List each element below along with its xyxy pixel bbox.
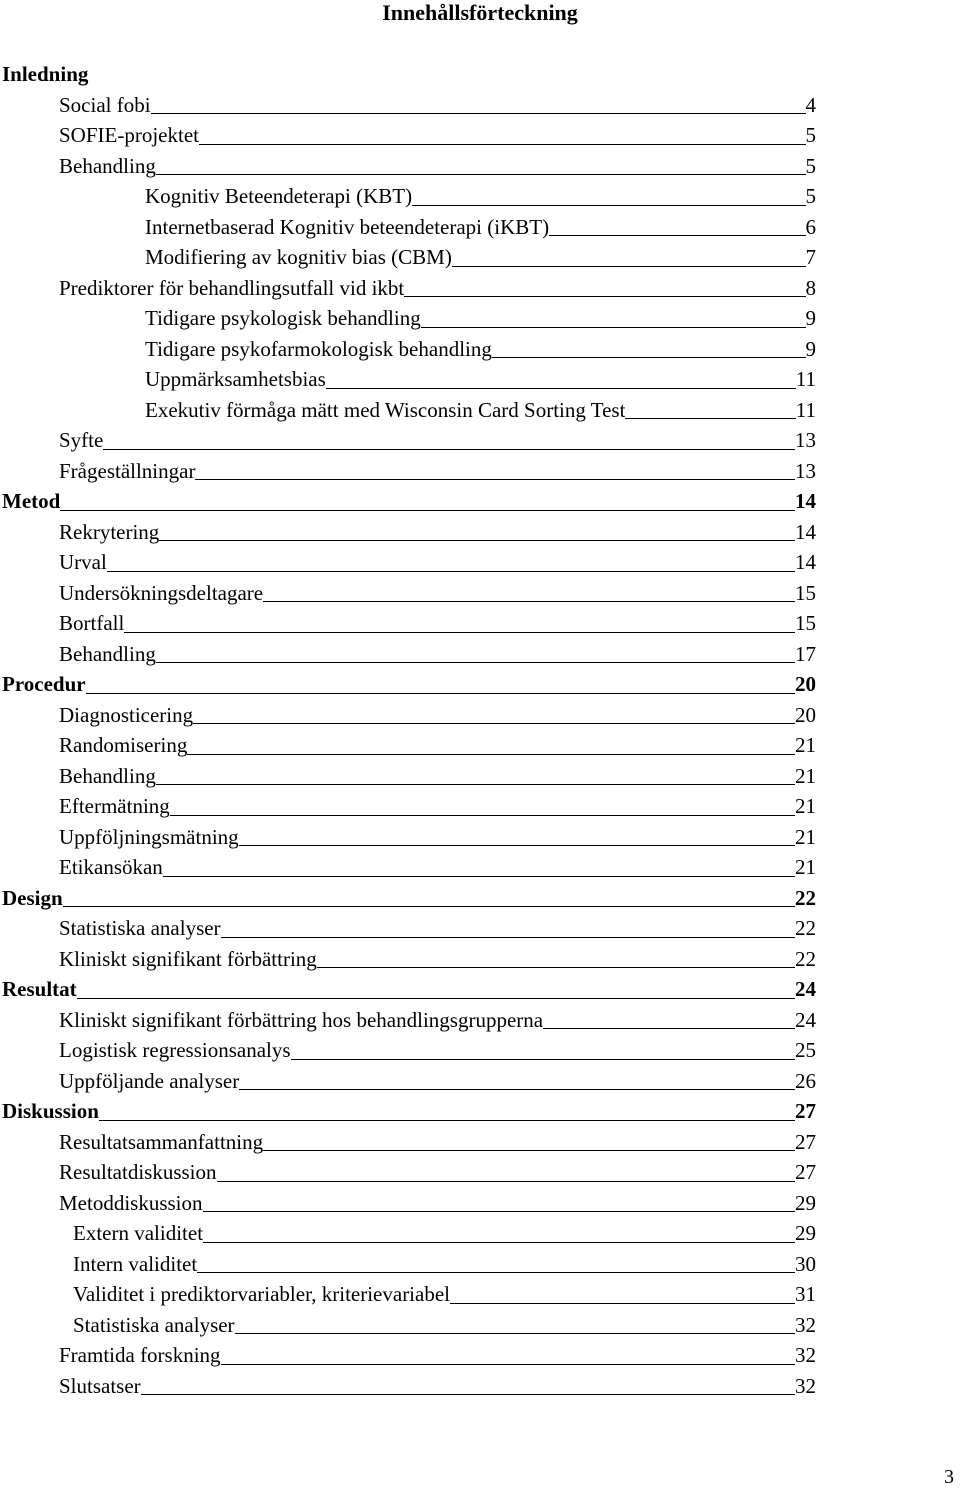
toc-entry-label: Uppföljande analyser <box>59 1066 239 1097</box>
toc-entry-label: Design <box>2 883 63 914</box>
toc-entry-page: 21 <box>795 794 816 818</box>
toc-leader-line <box>317 967 795 968</box>
toc-entry[interactable] <box>0 944 960 975</box>
toc-leader-line <box>412 205 805 206</box>
toc-leader-line <box>195 479 795 480</box>
toc-leader-line <box>203 1242 795 1243</box>
toc-leader-line <box>124 632 795 633</box>
toc-leader-line <box>404 296 805 297</box>
toc-leader-line <box>159 540 795 541</box>
toc-entry[interactable] <box>0 852 960 883</box>
toc-entry[interactable] <box>0 669 960 700</box>
toc-entry-label: Randomisering <box>59 730 187 761</box>
toc-entry-page: 5 <box>805 123 816 147</box>
toc-entry-label: Kliniskt signifikant förbättring <box>59 944 317 975</box>
toc-entry-page: 22 <box>795 916 816 940</box>
toc-entry[interactable] <box>0 578 960 609</box>
toc-entry-page: 27 <box>795 1160 816 1184</box>
toc-leader-line <box>492 357 806 358</box>
toc-entry-label: Slutsatser <box>59 1371 141 1402</box>
toc-entry-page: 20 <box>795 672 816 696</box>
toc-entry-label: Statistiska analyser <box>59 913 221 944</box>
toc-entry[interactable] <box>0 517 960 548</box>
toc-leader-line <box>421 327 806 328</box>
toc-entry-page: 24 <box>795 1007 816 1032</box>
toc-entry-label: Resultatsammanfattning <box>59 1127 263 1158</box>
toc-entry-page: 17 <box>795 641 816 666</box>
toc-entry-label: Social fobi <box>59 90 151 121</box>
toc-entry-page: 32 <box>795 1312 816 1337</box>
toc-entry[interactable] <box>0 1127 960 1158</box>
toc-entry-page: 24 <box>795 977 816 1001</box>
toc-entry-label: Undersökningsdeltagare <box>59 578 263 609</box>
toc-entry[interactable] <box>0 1066 960 1097</box>
toc-entry[interactable] <box>0 90 960 121</box>
toc-entry-page: 22 <box>795 946 816 971</box>
toc-entry[interactable] <box>0 1035 960 1066</box>
toc-entry-label: Kognitiv Beteendeterapi (KBT) <box>145 181 412 212</box>
toc-leader-line <box>239 1089 795 1090</box>
toc-entry[interactable] <box>0 1279 960 1310</box>
toc-leader-line <box>63 906 795 907</box>
toc-entry[interactable] <box>0 1371 960 1402</box>
toc-entry-page: 21 <box>795 824 816 849</box>
toc-entry-page: 4 <box>805 92 816 117</box>
toc-entry-page: 11 <box>795 397 816 422</box>
toc-leader-line <box>203 1211 795 1212</box>
toc-entry-page: 11 <box>795 367 816 391</box>
toc-entry-page: 20 <box>795 702 816 727</box>
toc-leader-line <box>141 1394 795 1395</box>
toc-entry[interactable] <box>0 1340 960 1371</box>
toc-entry-label: Intern validitet <box>73 1249 197 1280</box>
toc-entry-page: 14 <box>795 489 816 513</box>
toc-entry-label: Bortfall <box>59 608 124 639</box>
toc-entry-label: Procedur <box>2 669 86 700</box>
toc-entry-label: Metod <box>2 486 60 517</box>
toc-entry-label: Statistiska analyser <box>73 1310 235 1341</box>
toc-entry-label: Resultatdiskussion <box>59 1157 217 1188</box>
toc-entry-page: 27 <box>795 1099 816 1123</box>
toc-entry[interactable] <box>0 486 960 517</box>
toc-entry-label: Inledning <box>2 59 88 90</box>
toc-entry-label: Etikansökan <box>59 852 163 883</box>
toc-entry[interactable] <box>0 425 960 456</box>
toc-entry-page: 8 <box>805 275 816 300</box>
toc-entry[interactable] <box>0 181 960 212</box>
toc-leader-line <box>60 510 795 511</box>
toc-entry-page: 25 <box>795 1038 816 1062</box>
toc-entry-label: Rekrytering <box>59 517 159 548</box>
toc-entry-label: Tidigare psykofarmokologisk behandling <box>145 334 492 365</box>
toc-entry[interactable] <box>0 761 960 792</box>
toc-entry[interactable] <box>0 59 960 90</box>
toc-entry-label: Logistisk regressionsanalys <box>59 1035 291 1066</box>
toc-entry-page: 6 <box>805 214 816 239</box>
toc-entry[interactable] <box>0 1188 960 1219</box>
toc-entry-label: Internetbaserad Kognitiv beteendeterapi (iKBT) <box>145 212 549 243</box>
toc-entry[interactable] <box>0 273 960 304</box>
toc-leader-line <box>221 937 795 938</box>
toc-entry-label: Syfte <box>59 425 103 456</box>
toc-entry-page: 21 <box>795 763 816 788</box>
toc-entry[interactable] <box>0 1218 960 1249</box>
toc-leader-line <box>263 1150 795 1151</box>
toc-entry-page: 29 <box>795 1190 816 1215</box>
toc-entry-label: Uppmärksamhetsbias <box>145 364 326 395</box>
toc-entry-page: 5 <box>805 184 816 208</box>
toc-leader-line <box>450 1303 795 1304</box>
toc-leader-line <box>221 1364 795 1365</box>
toc-entry[interactable] <box>0 456 960 487</box>
toc-leader-line <box>77 998 795 999</box>
toc-entry-label: Urval <box>59 547 107 578</box>
toc-leader-line <box>197 1272 795 1273</box>
toc-entry[interactable] <box>0 1096 960 1127</box>
toc-entry-label: Kliniskt signifikant förbättring hos behandlingsgrupperna <box>59 1005 543 1036</box>
toc-entry[interactable] <box>0 151 960 182</box>
toc-entry[interactable] <box>0 547 960 578</box>
toc-entry-label: Behandling <box>59 639 156 670</box>
toc-entry-label: Validitet i prediktorvariabler, kriterievariabel <box>73 1279 450 1310</box>
toc-leader-line <box>163 876 795 877</box>
toc-leader-line <box>263 601 795 602</box>
toc-leader-line <box>291 1059 795 1060</box>
toc-entry-page: 30 <box>795 1251 816 1276</box>
toc-entry-label: Tidigare psykologisk behandling <box>145 303 421 334</box>
toc-entry-page: 32 <box>795 1373 816 1398</box>
toc-entry[interactable] <box>0 822 960 853</box>
toc-entry-page: 31 <box>795 1282 816 1306</box>
toc-leader-line <box>103 449 795 450</box>
toc-entry[interactable] <box>0 303 960 334</box>
toc-entry-label: Exekutiv förmåga mätt med Wisconsin Card Sorting Test <box>145 395 625 426</box>
toc-leader-line <box>452 266 806 267</box>
toc-entry-label: Eftermätning <box>59 791 170 822</box>
toc-entry-label: Diskussion <box>2 1096 99 1127</box>
toc-leader-line <box>151 113 806 114</box>
toc-entry-label: Behandling <box>59 151 156 182</box>
toc-entry-label: Prediktorer för behandlingsutfall vid ikbt <box>59 273 404 304</box>
toc-entry[interactable] <box>0 242 960 273</box>
toc-entry-label: Uppföljningsmätning <box>59 822 239 853</box>
toc-entry[interactable] <box>0 1157 960 1188</box>
toc-entry[interactable] <box>0 334 960 365</box>
toc-entry-page: 14 <box>795 550 816 574</box>
toc-leader-line <box>99 1120 795 1121</box>
toc-entry-label: Behandling <box>59 761 156 792</box>
toc-entry[interactable] <box>0 883 960 914</box>
toc-leader-line <box>625 418 795 419</box>
toc-entry-page: 14 <box>795 519 816 544</box>
toc-entry-page: 5 <box>805 153 816 178</box>
toc-entry-page: 9 <box>805 336 816 361</box>
toc-entry-page: 9 <box>805 306 816 330</box>
toc-entry-page: 13 <box>795 428 816 452</box>
toc-entry-label: Resultat <box>2 974 77 1005</box>
toc-leader-line <box>156 662 795 663</box>
toc-entry-page: 7 <box>805 245 816 269</box>
toc-leader-line <box>156 784 795 785</box>
toc-entry-label: Modifiering av kognitiv bias (CBM) <box>145 242 452 273</box>
toc-entry[interactable] <box>0 608 960 639</box>
page-number: 3 <box>944 1466 954 1488</box>
toc-leader-line <box>326 388 796 389</box>
toc-entry[interactable] <box>0 913 960 944</box>
toc-leader-line <box>543 1028 795 1029</box>
toc-leader-line <box>217 1181 795 1182</box>
toc-leader-line <box>199 144 806 145</box>
toc-entry-page: 13 <box>795 458 816 483</box>
toc-entry-page: 29 <box>795 1221 816 1245</box>
toc-entry-page: 32 <box>795 1343 816 1367</box>
toc-entry[interactable] <box>0 791 960 822</box>
toc-entry-page: 15 <box>795 611 816 635</box>
toc-entry-label: Framtida forskning <box>59 1340 221 1371</box>
toc-leader-line <box>156 174 806 175</box>
toc-leader-line <box>239 845 795 846</box>
toc-leader-line <box>86 693 795 694</box>
toc-entry-label: Extern validitet <box>73 1218 203 1249</box>
table-of-contents <box>0 59 960 1401</box>
toc-leader-line <box>549 235 805 236</box>
toc-entry-label: Metoddiskussion <box>59 1188 203 1219</box>
toc-entry[interactable] <box>0 212 960 243</box>
toc-entry-page: 21 <box>795 733 816 757</box>
toc-entry[interactable] <box>0 364 960 395</box>
toc-entry-page: 15 <box>795 580 816 605</box>
toc-entry-page: 26 <box>795 1068 816 1093</box>
toc-entry[interactable] <box>0 639 960 670</box>
toc-entry[interactable] <box>0 730 960 761</box>
toc-entry-page: 22 <box>795 885 816 910</box>
toc-entry[interactable] <box>0 974 960 1005</box>
toc-entry-label: Diagnosticering <box>59 700 193 731</box>
toc-entry-label: SOFIE-projektet <box>59 120 199 151</box>
toc-entry-page: 21 <box>795 855 816 879</box>
toc-leader-line <box>107 571 795 572</box>
toc-leader-line <box>193 723 795 724</box>
toc-entry[interactable] <box>0 395 960 426</box>
page-title: Innehållsförteckning <box>382 0 578 25</box>
toc-entry-label: Frågeställningar <box>59 456 195 487</box>
toc-leader-line <box>235 1333 795 1334</box>
toc-entry[interactable] <box>0 120 960 151</box>
toc-entry-page: 27 <box>795 1129 816 1154</box>
toc-entry[interactable] <box>0 700 960 731</box>
toc-entry[interactable] <box>0 1005 960 1036</box>
toc-leader-line <box>170 815 795 816</box>
toc-leader-line <box>187 754 795 755</box>
toc-entry[interactable] <box>0 1310 960 1341</box>
toc-entry[interactable] <box>0 1249 960 1280</box>
